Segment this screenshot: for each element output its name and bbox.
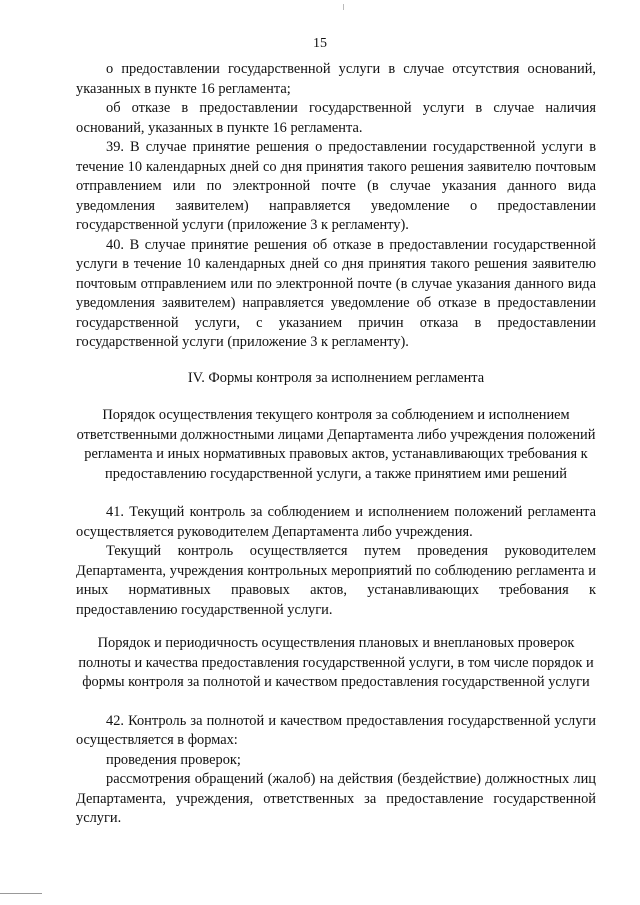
paragraph-40: 40. В случае принятие решения об отказе в предоставлении государственной услуги в течение 10 календарных дней со дня принятия такого решения заявителю почтовым отправлением или по электронной почте (в случае указания данного вида уведомления заявителем) направляется уведомление об отказе в предоставлении государственной услуги, с указанием причин отказа в предоставлении государственной услуги (приложение 3 к регламенту).	[76, 236, 596, 350]
scan-mark-bottom	[0, 893, 42, 894]
subheading-current-control: Порядок осуществления текущего контроля за соблюдением и исполнением ответственными должностными лицами Департамента либо учреждения положений регламента и иных нормативных правовых актов, устанавливающих требования к предоставлению государственной услуги, а также принятием ими решений	[76, 407, 596, 482]
paragraph-current-control-method: Текущий контроль осуществляется путем проведения руководителем Департамента, учреждения контрольных мероприятий по соблюдению регламента и иных нормативных правовых актов, устанавливающих требования к предоставлению государственной услуги.	[76, 543, 596, 618]
spacer	[76, 620, 596, 634]
list-item-inspections: проведения проверок;	[106, 751, 241, 768]
paragraph-granted-notice: о предоставлении государственной услуги в случае отсутствия оснований, указанных в пункте 16 регламента;	[76, 61, 596, 97]
paragraph-41: 41. Текущий контроль за соблюдением и исполнением положений регламента осуществляется руководителем Департамента либо учреждения.	[76, 504, 596, 540]
document-body	[76, 60, 596, 829]
list-item-complaints: рассмотрения обращений (жалоб) на действия (бездействие) должностных лиц Департамента, учреждения, ответственных за предоставление государственной услуги.	[76, 771, 596, 826]
section-title: IV. Формы контроля за исполнением регламента	[187, 369, 485, 386]
subheading-inspections: Порядок и периодичность осуществления плановых и внеплановых проверок полноты и качества предоставления государственной услуги, в том числе порядок и формы контроля за полнотой и качеством предоставления государственной услуги	[78, 635, 594, 690]
paragraph-39: 39. В случае принятие решения о предоставлении государственной услуги в течение 10 календарных дней со дня принятия такого решения заявителю почтовым отправлением или по электронной почте (в случае указания данного вида уведомления заявителем) направляется уведомление о предоставлении государственной услуги (приложение 3 к регламенту).	[76, 139, 596, 233]
scan-mark-top	[343, 4, 344, 10]
paragraph-refusal-notice: об отказе в предоставлении государственной услуги в случае наличия оснований, указанных в пункте 16 регламента.	[76, 100, 596, 136]
page-number: 15	[313, 36, 327, 51]
paragraph-42: 42. Контроль за полнотой и качеством предоставления государственной услуги осуществляется в формах:	[76, 712, 596, 748]
